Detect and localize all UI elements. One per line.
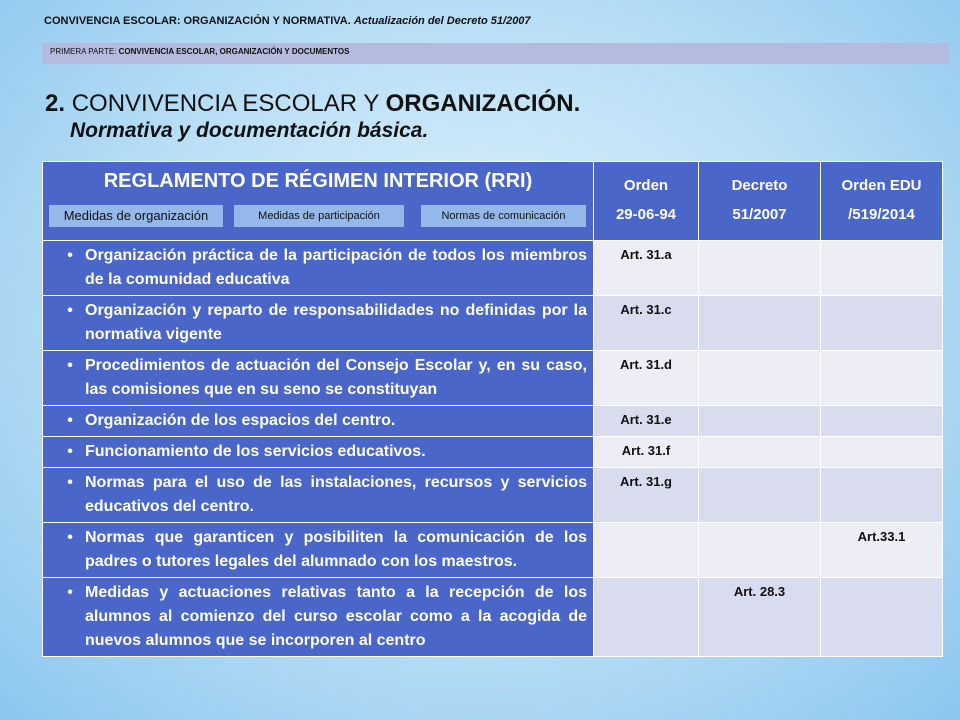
- row-item-cell: [43, 523, 594, 578]
- article-cell: [821, 437, 943, 468]
- table-title: REGLAMENTO DE RÉGIMEN INTERIOR (RRI): [103, 170, 533, 192]
- page-subheading: Normativa y documentación básica.: [70, 119, 429, 142]
- column-header-decreto: [699, 162, 821, 241]
- article-ref: Art. 31.e: [620, 412, 672, 427]
- article-ref: [699, 241, 820, 247]
- section-bar: [42, 43, 949, 64]
- article-ref: [594, 578, 698, 584]
- article-cell: [699, 468, 821, 523]
- row-item-cell: [43, 296, 594, 351]
- article-ref: [699, 437, 820, 443]
- row-item-cell: [43, 437, 594, 468]
- column-header-line: Orden: [623, 177, 669, 194]
- section-label: CONVIVENCIA ESCOLAR, ORGANIZACIÓN Y DOCUMENTOS: [118, 47, 350, 56]
- article-cell: [821, 523, 943, 578]
- bullet-icon: •: [67, 412, 73, 429]
- article-ref: Art. 31.c: [620, 302, 672, 317]
- title-text: CONVIVENCIA ESCOLAR: ORGANIZACIÓN Y NORMATIVA.: [44, 15, 351, 27]
- article-cell: [699, 523, 821, 578]
- article-ref: Art. 28.3: [733, 584, 786, 599]
- row-item-cell: [43, 351, 594, 406]
- table-row: [43, 468, 943, 523]
- article-cell: [594, 437, 699, 468]
- article-cell: [821, 241, 943, 296]
- row-item-text: Funcionamiento de los servicios educativos.: [85, 443, 426, 460]
- article-cell: [821, 468, 943, 523]
- article-cell: [594, 468, 699, 523]
- pill-organizacion: Medidas de organización: [49, 205, 223, 227]
- article-ref: [594, 523, 698, 529]
- row-item-text: Organización de los espacios del centro.: [85, 412, 396, 429]
- rri-table: [42, 161, 943, 657]
- article-ref: Art. 31.f: [621, 443, 671, 458]
- article-cell: [594, 351, 699, 406]
- row-item-text: Organización y reparto de responsabilidades no definidas por la normativa vigente: [85, 302, 587, 343]
- row-item-text: Organización práctica de la participación de todos los miembros de la comunidad educativa: [85, 247, 587, 288]
- page-heading: [45, 90, 580, 118]
- column-header-line: Orden EDU: [841, 177, 922, 194]
- article-ref: [821, 437, 942, 443]
- column-header-line: 51/2007: [732, 206, 787, 223]
- article-ref: [821, 351, 942, 357]
- article-ref: Art. 31.g: [619, 474, 672, 489]
- table-row: [43, 437, 943, 468]
- column-header-line: Decreto: [731, 177, 788, 194]
- table-row: [43, 523, 943, 578]
- article-cell: [594, 578, 699, 657]
- article-cell: [699, 437, 821, 468]
- article-cell: [699, 406, 821, 437]
- row-item-text: Normas que garanticen y posibiliten la comunicación de los padres o tutores legales del alumnado con los maestros.: [85, 529, 587, 570]
- article-cell: [821, 578, 943, 657]
- article-ref: Art.33.1: [857, 529, 906, 544]
- row-item-text: Medidas y actuaciones relativas tanto a la recepción de los alumnos al comienzo del curso escolar como a la acogida de nuevos alumnos que se incorporen al centro: [85, 584, 587, 649]
- bullet-icon: •: [67, 247, 73, 264]
- row-item-text: Procedimientos de actuación del Consejo Escolar y, en su caso, las comisiones que en su seno se constituyan: [85, 357, 587, 398]
- article-cell: [821, 296, 943, 351]
- column-header-line: 29-06-94: [615, 206, 677, 223]
- bullet-icon: •: [67, 443, 73, 460]
- article-cell: [699, 296, 821, 351]
- article-cell: [594, 296, 699, 351]
- document-title: [44, 15, 531, 27]
- article-ref: [821, 578, 942, 584]
- row-item-cell: [43, 468, 594, 523]
- pill-comunicacion: Normas de comunicación: [421, 205, 586, 227]
- column-header-orden: [594, 162, 699, 241]
- bullet-icon: •: [67, 584, 73, 601]
- article-cell: [699, 578, 821, 657]
- article-cell: [699, 241, 821, 296]
- section-prefix: PRIMERA PARTE:: [50, 47, 119, 56]
- heading-strong: ORGANIZACIÓN.: [385, 90, 581, 117]
- article-ref: [821, 468, 942, 474]
- article-cell: [594, 241, 699, 296]
- heading-number: 2.: [45, 90, 66, 117]
- article-cell: [821, 351, 943, 406]
- heading-text: CONVIVENCIA ESCOLAR Y: [71, 90, 379, 117]
- pill-participacion: Medidas de participación: [234, 205, 404, 227]
- row-item-cell: [43, 406, 594, 437]
- article-ref: [699, 296, 820, 302]
- bullet-icon: •: [67, 357, 73, 374]
- bullet-icon: •: [67, 302, 73, 319]
- title-subtitle: Actualización del Decreto 51/2007: [353, 15, 531, 27]
- table-title-cell: [43, 162, 594, 241]
- article-ref: Art. 31.d: [619, 357, 672, 372]
- article-cell: [594, 406, 699, 437]
- table-row: [43, 406, 943, 437]
- row-item-cell: [43, 578, 594, 657]
- article-ref: [821, 241, 942, 247]
- column-header-orden-edu: [821, 162, 943, 241]
- article-ref: [821, 296, 942, 302]
- table-header-row: [43, 162, 943, 241]
- table-row: [43, 578, 943, 657]
- table-row: [43, 351, 943, 406]
- table-row: [43, 296, 943, 351]
- article-ref: [699, 351, 820, 357]
- article-cell: [821, 406, 943, 437]
- table-row: [43, 241, 943, 296]
- bullet-icon: •: [67, 474, 73, 491]
- column-header-line: /519/2014: [848, 206, 915, 223]
- bullet-icon: •: [67, 529, 73, 546]
- article-ref: [699, 406, 820, 412]
- row-item-text: Normas para el uso de las instalaciones, recursos y servicios educativos del centro.: [85, 474, 587, 515]
- article-cell: [594, 523, 699, 578]
- article-ref: [699, 523, 820, 529]
- article-cell: [699, 351, 821, 406]
- article-ref: Art. 31.a: [620, 247, 672, 262]
- article-ref: [699, 468, 820, 474]
- article-ref: [821, 406, 942, 412]
- row-item-cell: [43, 241, 594, 296]
